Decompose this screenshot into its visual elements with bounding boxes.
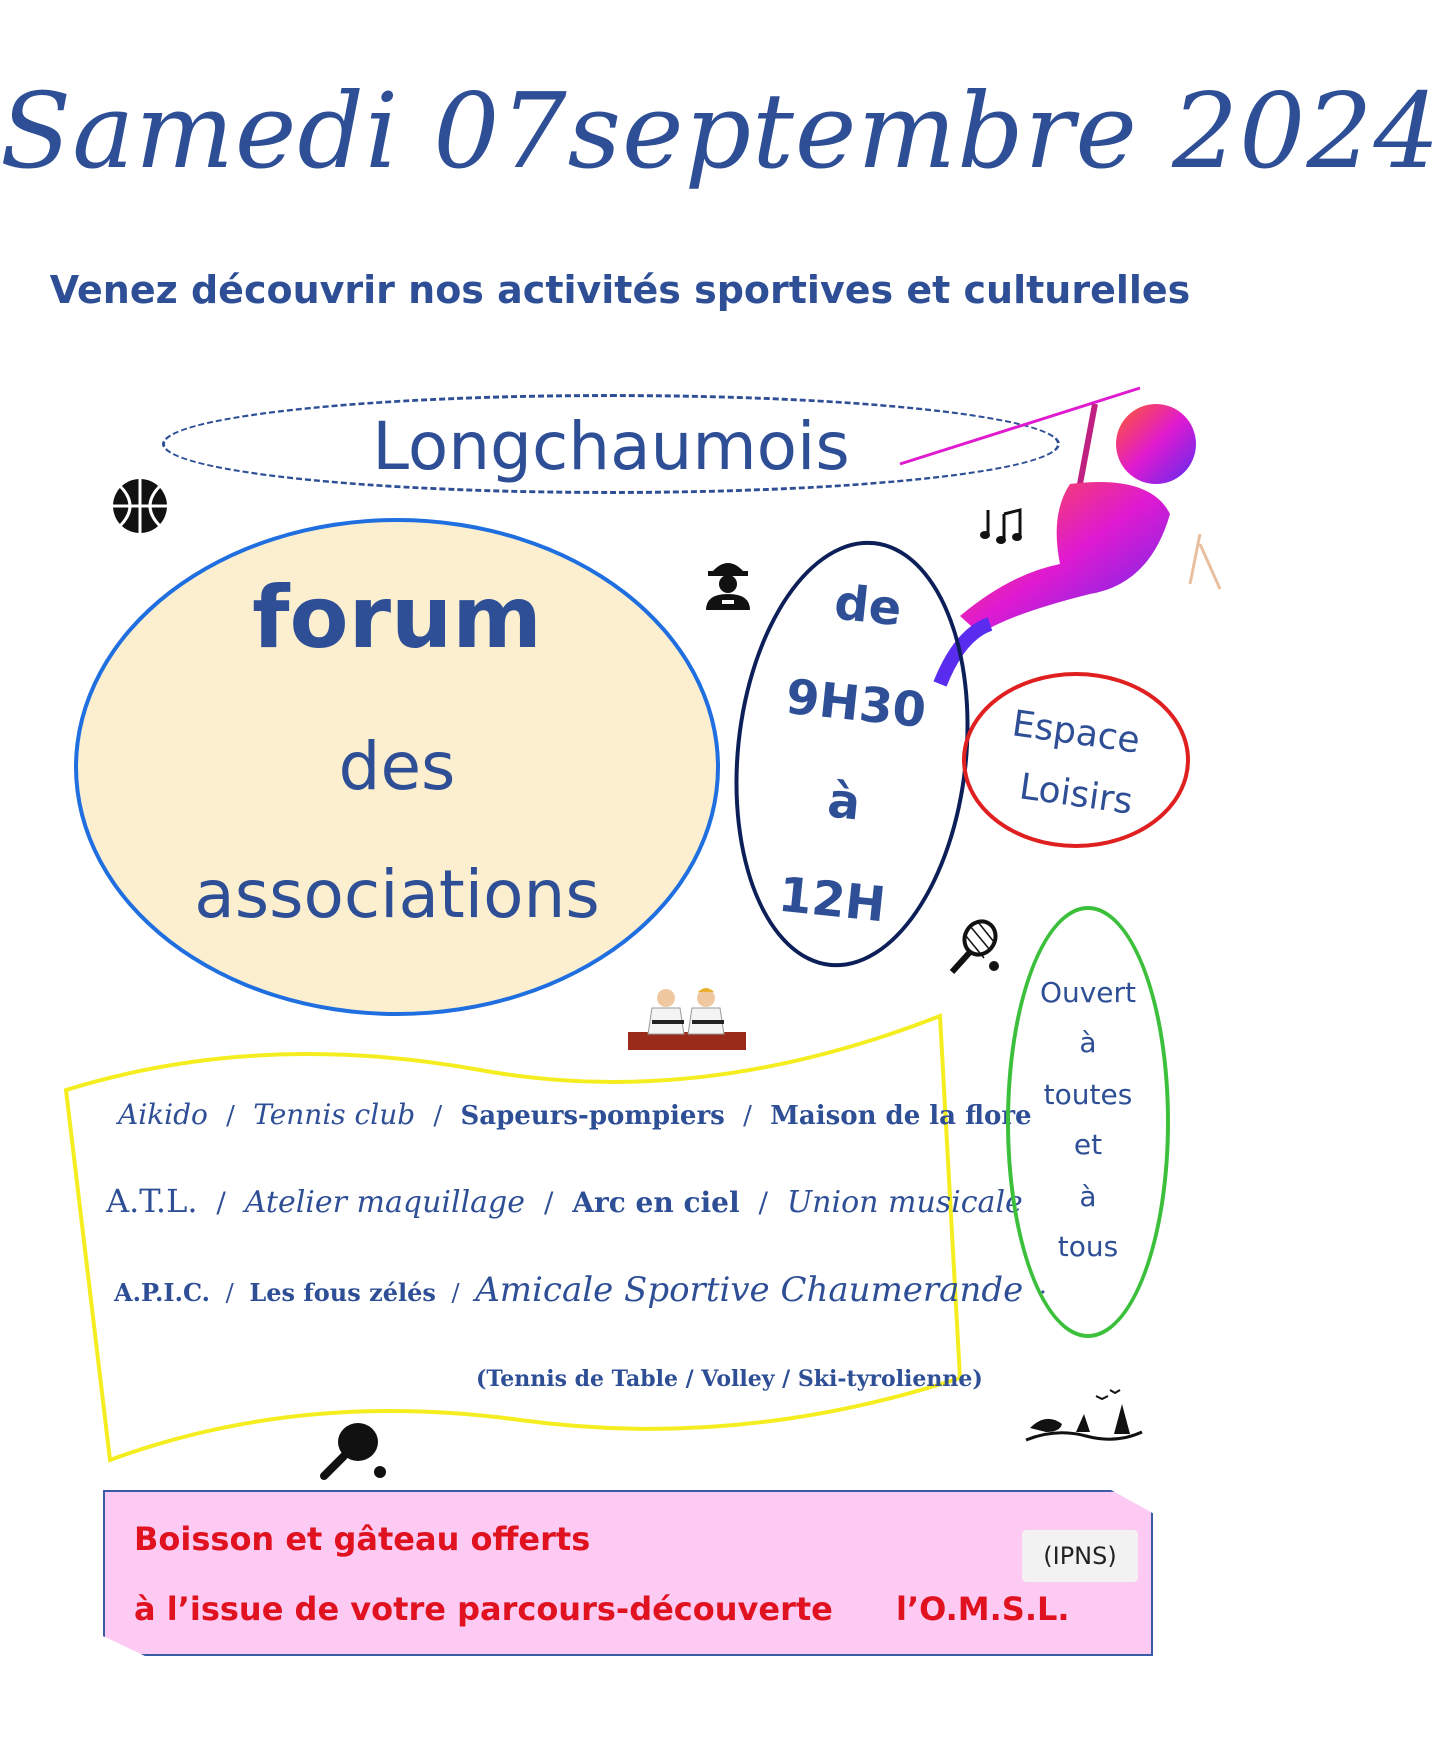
open-line5: à bbox=[1079, 1180, 1097, 1213]
open-line2: à bbox=[1079, 1026, 1097, 1059]
venue-line1: Espace bbox=[1009, 703, 1143, 762]
separator: / bbox=[225, 1279, 234, 1307]
open-line4: et bbox=[1073, 1128, 1103, 1161]
schedule-end: 12H bbox=[775, 866, 889, 934]
open-line6: tous bbox=[1057, 1230, 1119, 1263]
event-date-title: Samedi 07septembre 2024 bbox=[0, 70, 1441, 192]
association-row-3 bbox=[114, 1270, 1047, 1310]
open-to-all-ellipse bbox=[1006, 906, 1170, 1338]
footer-line1: Boisson et gâteau offerts bbox=[134, 1520, 591, 1558]
footer-organizer: l’O.M.S.L. bbox=[896, 1590, 1070, 1628]
ping-pong-paddle-icon bbox=[318, 1420, 388, 1480]
open-line3: toutes bbox=[1043, 1078, 1133, 1111]
separator: / bbox=[451, 1279, 460, 1307]
assoc-tennis-club: Tennis club bbox=[253, 1098, 416, 1131]
basketball-icon bbox=[110, 476, 170, 536]
associations-flag bbox=[60, 1010, 960, 1470]
schedule-start: 9H30 bbox=[783, 668, 929, 740]
forum-associations: associations bbox=[194, 856, 600, 933]
assoc-apic: A.P.I.C. bbox=[114, 1278, 211, 1307]
separator: / bbox=[216, 1186, 226, 1219]
tennis-racket-icon bbox=[948, 918, 1000, 974]
forum-des: des bbox=[338, 728, 456, 805]
forum-heading: forum bbox=[252, 568, 542, 668]
open-line1: Ouvert bbox=[1039, 976, 1137, 1009]
assoc-maison-flore: Maison de la flore bbox=[770, 1101, 1032, 1131]
ipns-label: (IPNS) bbox=[1022, 1530, 1138, 1582]
venue-line2: Loisirs bbox=[1016, 766, 1136, 823]
separator: / bbox=[226, 1101, 235, 1131]
assoc-fous-zeles: Les fous zélés bbox=[249, 1278, 436, 1307]
footer-box bbox=[103, 1490, 1153, 1656]
separator: / bbox=[743, 1101, 752, 1131]
nature-landscape-icon bbox=[1026, 1384, 1142, 1446]
assoc-arc-en-ciel: Arc en ciel bbox=[572, 1186, 740, 1219]
association-row-4: (Tennis de Table / Volley / Ski-tyrolienne) bbox=[476, 1366, 983, 1392]
footer-line2: à l’issue de votre parcours-découverte bbox=[134, 1590, 833, 1628]
separator: / bbox=[433, 1101, 443, 1131]
event-subtitle: Venez découvrir nos activités sportives et culturelles bbox=[49, 268, 1191, 312]
assoc-sapeurs-pompiers: Sapeurs-pompiers bbox=[460, 1101, 725, 1131]
assoc-atl: A.T.L. bbox=[106, 1182, 198, 1220]
schedule-de: de bbox=[831, 574, 905, 638]
assoc-union-musicale: Union musicale bbox=[786, 1185, 1023, 1220]
town-name: Longchaumois bbox=[372, 408, 850, 485]
association-row-2 bbox=[106, 1182, 1023, 1220]
assoc-aikido: Aikido bbox=[118, 1098, 208, 1131]
separator: / bbox=[543, 1186, 554, 1219]
assoc-atelier-maquillage: Atelier maquillage bbox=[244, 1185, 526, 1220]
assoc-amicale-sportive: Amicale Sportive Chaumerande bbox=[475, 1270, 1024, 1310]
schedule-a: à bbox=[824, 772, 864, 832]
association-row-1 bbox=[118, 1098, 1032, 1131]
separator: / bbox=[758, 1186, 768, 1219]
colon: : bbox=[1038, 1279, 1047, 1307]
